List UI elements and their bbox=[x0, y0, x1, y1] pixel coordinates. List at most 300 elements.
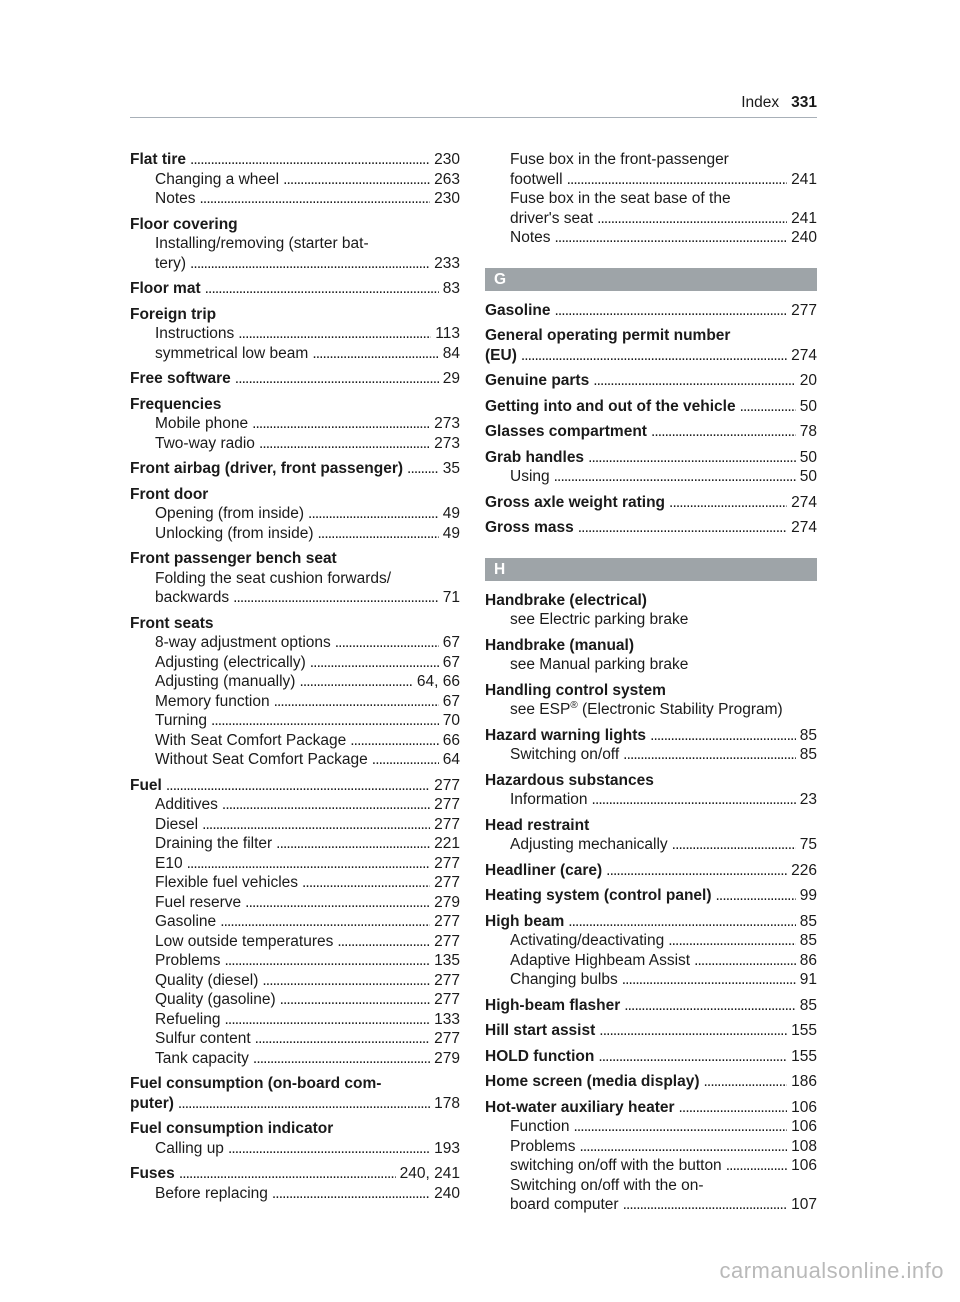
term-text: Frequencies bbox=[130, 395, 222, 413]
dot-leader bbox=[579, 1137, 787, 1157]
dot-leader bbox=[350, 731, 439, 751]
index-term bbox=[485, 371, 817, 391]
term-text: Quality (diesel) bbox=[155, 971, 259, 989]
term-text: Without Seat Comfort Package bbox=[155, 751, 368, 768]
dot-leader bbox=[299, 672, 412, 692]
page-ref: 155 bbox=[791, 1047, 817, 1065]
index-term bbox=[485, 346, 817, 366]
index-subterm bbox=[130, 254, 460, 274]
header-label: Index bbox=[741, 94, 780, 111]
section-h-entries bbox=[485, 591, 817, 1215]
term-text: Genuine parts bbox=[485, 372, 590, 389]
index-subterm bbox=[130, 873, 460, 893]
index-term bbox=[485, 448, 817, 468]
term-text: Installing/removing (starter bat- bbox=[155, 235, 369, 252]
term-text: Front passenger bench seat bbox=[130, 550, 337, 567]
index-entry bbox=[485, 1098, 817, 1215]
index-term bbox=[485, 1021, 817, 1041]
section-header-h: H bbox=[485, 558, 817, 581]
dot-leader bbox=[554, 301, 787, 321]
page-ref: 135 bbox=[434, 952, 460, 969]
index-term bbox=[485, 591, 817, 611]
index-entry bbox=[485, 886, 817, 906]
dot-leader bbox=[312, 344, 438, 364]
term-text: Flat tire bbox=[130, 151, 186, 168]
index-entry bbox=[130, 369, 460, 389]
page-ref: 49 bbox=[442, 524, 460, 542]
dot-leader bbox=[255, 1029, 430, 1049]
term-text: With Seat Comfort Package bbox=[155, 731, 347, 749]
index-entry bbox=[485, 448, 817, 487]
index-entry bbox=[485, 771, 817, 810]
dot-leader bbox=[222, 795, 430, 815]
page-ref: 107 bbox=[791, 1196, 817, 1213]
page-ref: 75 bbox=[799, 836, 817, 853]
dot-leader bbox=[372, 750, 439, 770]
term-text: Headliner (care) bbox=[485, 861, 603, 879]
index-entry bbox=[485, 816, 817, 855]
index-entry bbox=[485, 996, 817, 1016]
term-text: Floor covering bbox=[130, 215, 238, 233]
index-subterm bbox=[485, 970, 817, 990]
page-ref: 84 bbox=[442, 344, 460, 362]
term-text: Switching on/off bbox=[510, 746, 620, 763]
index-term bbox=[130, 395, 460, 415]
dot-leader bbox=[588, 448, 796, 468]
term-text: tery) bbox=[155, 254, 186, 272]
dot-leader bbox=[211, 711, 439, 731]
index-entry bbox=[485, 397, 817, 417]
dot-leader bbox=[726, 1156, 787, 1176]
page-number: 331 bbox=[791, 94, 817, 111]
index-subterm bbox=[130, 324, 460, 344]
index-subterm bbox=[130, 189, 460, 209]
index-term bbox=[485, 861, 817, 881]
term-text: Flexible fuel vehicles bbox=[155, 874, 299, 891]
page-ref: 193 bbox=[434, 1139, 460, 1157]
dot-leader bbox=[624, 996, 796, 1016]
term-text: Handbrake (manual) bbox=[485, 636, 635, 654]
index-subterm bbox=[130, 1029, 460, 1049]
index-entry bbox=[485, 150, 817, 248]
dot-leader bbox=[679, 1098, 788, 1118]
dot-leader bbox=[593, 371, 796, 391]
index-term bbox=[130, 369, 460, 389]
registered-mark: ® bbox=[570, 699, 578, 711]
index-subterm bbox=[130, 1139, 460, 1159]
term-text: Front airbag (driver, front passenger) bbox=[130, 460, 404, 477]
term-text: General operating permit number bbox=[485, 327, 731, 344]
index-entry bbox=[485, 301, 817, 321]
page-ref: 277 bbox=[434, 991, 460, 1008]
page-ref: 186 bbox=[791, 1073, 817, 1090]
term-text: Problems bbox=[510, 1137, 576, 1155]
term-text: switching on/off with the button bbox=[510, 1157, 722, 1174]
page-ref: 241 bbox=[791, 170, 817, 188]
term-text: Opening (from inside) bbox=[155, 505, 305, 522]
index-entry bbox=[485, 861, 817, 881]
page-ref: 106 bbox=[791, 1098, 817, 1116]
index-subterm bbox=[130, 1049, 460, 1069]
dot-leader bbox=[623, 745, 796, 765]
index-subterm bbox=[130, 170, 460, 190]
dot-leader bbox=[233, 588, 439, 608]
index-entry bbox=[485, 422, 817, 442]
page-ref: 71 bbox=[442, 589, 460, 606]
index-term bbox=[485, 886, 817, 906]
dot-leader bbox=[235, 369, 439, 389]
dot-leader bbox=[302, 873, 430, 893]
index-subterm bbox=[130, 569, 460, 589]
term-text: board computer bbox=[510, 1196, 619, 1213]
index-subterm bbox=[130, 795, 460, 815]
index-entry bbox=[485, 326, 817, 365]
index-term bbox=[130, 1094, 460, 1114]
index-term bbox=[485, 771, 817, 791]
index-subterm bbox=[485, 1156, 817, 1176]
index-subterm bbox=[130, 1184, 460, 1204]
page-ref: 240 bbox=[434, 1184, 460, 1202]
term-text: Front door bbox=[130, 485, 209, 503]
page-ref: 85 bbox=[799, 996, 817, 1014]
index-subterm bbox=[130, 912, 460, 932]
page-ref: 273 bbox=[434, 434, 460, 452]
dot-leader bbox=[245, 893, 430, 913]
index-entry bbox=[130, 1164, 460, 1203]
index-subterm bbox=[485, 655, 817, 675]
index-term bbox=[130, 776, 460, 796]
dot-leader bbox=[606, 861, 787, 881]
page-ref: 240, 241 bbox=[399, 1165, 460, 1182]
dot-leader bbox=[521, 346, 787, 366]
term-text: Home screen (media display) bbox=[485, 1073, 700, 1090]
term-text: puter) bbox=[130, 1094, 174, 1112]
index-term bbox=[130, 459, 460, 479]
term-text: Activating/deactivating bbox=[510, 932, 665, 949]
dot-leader bbox=[220, 912, 430, 932]
page-ref: 106 bbox=[791, 1118, 817, 1135]
term-text: Fuses bbox=[130, 1165, 175, 1182]
page-ref: 273 bbox=[434, 415, 460, 432]
dot-leader bbox=[555, 228, 788, 248]
term-text: Changing a wheel bbox=[155, 170, 280, 188]
index-entry bbox=[130, 305, 460, 364]
index-subterm bbox=[485, 189, 817, 209]
page-ref: 279 bbox=[434, 1049, 460, 1067]
dot-leader bbox=[178, 1094, 430, 1114]
index-entry bbox=[485, 493, 817, 513]
term-text: Function bbox=[510, 1118, 570, 1135]
index-term bbox=[130, 485, 460, 505]
page-ref: 155 bbox=[791, 1022, 817, 1039]
dot-leader bbox=[597, 209, 787, 229]
term-text: Calling up bbox=[155, 1139, 224, 1157]
dot-leader bbox=[224, 951, 430, 971]
term-text: Diesel bbox=[155, 815, 199, 833]
page-ref: 277 bbox=[434, 932, 460, 950]
term-text: Problems bbox=[155, 952, 221, 969]
page-ref: 113 bbox=[435, 325, 460, 342]
page-ref: 279 bbox=[434, 893, 460, 911]
index-term bbox=[130, 150, 460, 170]
dot-leader bbox=[252, 414, 430, 434]
index-entry bbox=[485, 726, 817, 765]
page-ref: 35 bbox=[442, 460, 460, 477]
dot-leader bbox=[202, 815, 430, 835]
dot-leader bbox=[272, 1184, 430, 1204]
term-text: Tank capacity bbox=[155, 1049, 249, 1067]
continued-entries bbox=[485, 150, 817, 248]
index-subterm bbox=[130, 504, 460, 524]
index-subterm bbox=[485, 931, 817, 951]
index-term bbox=[485, 1072, 817, 1092]
term-text: Changing bulbs bbox=[510, 971, 618, 988]
term-text: Fuse box in the seat base of the bbox=[510, 190, 731, 207]
page-ref: 277 bbox=[791, 301, 817, 319]
term-text: Turning bbox=[155, 712, 207, 729]
page-ref: 106 bbox=[791, 1157, 817, 1174]
page-ref: 274 bbox=[791, 519, 817, 536]
term-text: Draining the filter bbox=[155, 835, 273, 852]
index-term bbox=[485, 726, 817, 746]
index-subterm bbox=[485, 228, 817, 248]
term-text: driver's seat bbox=[510, 209, 594, 227]
index-column-right bbox=[485, 150, 817, 1221]
dot-leader bbox=[283, 170, 430, 190]
page-ref: 64, 66 bbox=[416, 673, 460, 690]
dot-leader bbox=[704, 1072, 788, 1092]
index-subterm bbox=[130, 971, 460, 991]
term-text: Heating system (control panel) bbox=[485, 887, 712, 904]
term-text: Fuel consumption indicator bbox=[130, 1120, 334, 1137]
index-subterm bbox=[485, 170, 817, 190]
page-ref: 241 bbox=[791, 209, 817, 227]
term-text: Glasses compartment bbox=[485, 423, 647, 440]
section-header-g: G bbox=[485, 268, 817, 291]
term-text: High-beam flasher bbox=[485, 996, 621, 1014]
page-ref: 230 bbox=[434, 190, 460, 207]
dot-leader bbox=[190, 254, 430, 274]
page-ref: 67 bbox=[442, 692, 460, 710]
index-entry bbox=[485, 518, 817, 538]
page-ref: 240 bbox=[791, 229, 817, 246]
page-ref: 99 bbox=[799, 887, 817, 904]
page-ref: 20 bbox=[799, 372, 817, 389]
index-entry bbox=[130, 459, 460, 479]
term-text: Folding the seat cushion forwards/ bbox=[155, 569, 392, 587]
dot-leader bbox=[578, 518, 787, 538]
page-ref: 23 bbox=[799, 791, 817, 808]
index-term bbox=[130, 549, 460, 569]
dot-leader bbox=[318, 524, 439, 544]
term-text: Free software bbox=[130, 370, 231, 387]
dot-leader bbox=[592, 790, 796, 810]
term-text: Hot-water auxiliary heater bbox=[485, 1098, 675, 1116]
page-ref: 50 bbox=[799, 448, 817, 466]
term-text: High beam bbox=[485, 912, 565, 930]
page-ref: 85 bbox=[799, 726, 817, 744]
index-term bbox=[485, 422, 817, 442]
term-text: see Electric parking brake bbox=[510, 611, 689, 628]
dot-leader bbox=[308, 504, 439, 524]
index-subterm bbox=[130, 854, 460, 874]
term-text: Gross axle weight rating bbox=[485, 493, 666, 511]
index-subterm bbox=[130, 815, 460, 835]
page-ref: 230 bbox=[434, 151, 460, 168]
term-text: Mobile phone bbox=[155, 415, 249, 432]
dot-leader bbox=[190, 150, 430, 170]
index-subterm bbox=[130, 932, 460, 952]
dot-leader bbox=[238, 324, 431, 344]
dot-leader bbox=[225, 1010, 431, 1030]
index-entry bbox=[485, 681, 817, 720]
term-text: Switching on/off with the on- bbox=[510, 1176, 704, 1194]
page-ref: 233 bbox=[434, 254, 460, 272]
term-text: Notes bbox=[155, 190, 196, 207]
index-entry bbox=[130, 1119, 460, 1158]
index-subterm bbox=[130, 653, 460, 673]
term-text: Front seats bbox=[130, 614, 214, 632]
index-entry bbox=[130, 614, 460, 770]
index-subterm bbox=[485, 209, 817, 229]
index-entry bbox=[485, 1047, 817, 1067]
term-text: Notes bbox=[510, 229, 551, 246]
page-ref: 85 bbox=[799, 932, 817, 949]
page-ref: 277 bbox=[434, 776, 460, 794]
index-term bbox=[130, 614, 460, 634]
index-subterm bbox=[485, 1137, 817, 1157]
page-ref: 86 bbox=[799, 951, 817, 969]
term-text: Fuel reserve bbox=[155, 893, 242, 911]
dot-leader bbox=[573, 1117, 787, 1137]
page-ref: 50 bbox=[799, 397, 817, 415]
term-text: (EU) bbox=[485, 346, 517, 364]
term-text: Head restraint bbox=[485, 816, 590, 834]
index-subterm bbox=[130, 414, 460, 434]
term-text: 8-way adjustment options bbox=[155, 634, 331, 651]
term-text: Adjusting mechanically bbox=[510, 836, 668, 853]
term-text: Sulfur content bbox=[155, 1030, 251, 1047]
dot-leader bbox=[694, 951, 796, 971]
index-subterm bbox=[130, 633, 460, 653]
index-subterm bbox=[485, 700, 817, 720]
index-entry bbox=[130, 395, 460, 454]
term-text: Hill start assist bbox=[485, 1022, 596, 1039]
page-ref: 178 bbox=[434, 1094, 460, 1112]
dot-leader bbox=[599, 1021, 787, 1041]
dot-leader bbox=[166, 776, 430, 796]
index-subterm bbox=[130, 711, 460, 731]
index-term bbox=[130, 305, 460, 325]
dot-leader bbox=[668, 931, 796, 951]
index-subterm bbox=[130, 893, 460, 913]
index-subterm bbox=[485, 467, 817, 487]
term-text: Gasoline bbox=[485, 301, 551, 319]
index-term bbox=[485, 636, 817, 656]
page-ref: 50 bbox=[799, 468, 817, 485]
page-ref: 221 bbox=[434, 835, 460, 852]
index-term bbox=[130, 279, 460, 299]
term-text: Information bbox=[510, 791, 588, 808]
dot-leader bbox=[672, 835, 796, 855]
page-ref: 226 bbox=[791, 861, 817, 879]
dot-leader bbox=[669, 493, 787, 513]
index-column-left bbox=[130, 150, 460, 1209]
index-entry bbox=[485, 371, 817, 391]
page-ref: 108 bbox=[791, 1137, 817, 1155]
index-term bbox=[485, 301, 817, 321]
page-ref: 263 bbox=[434, 170, 460, 188]
index-term bbox=[485, 518, 817, 538]
page-ref: 78 bbox=[799, 423, 817, 440]
dot-leader bbox=[253, 1049, 430, 1069]
page-ref: 66 bbox=[442, 731, 460, 749]
index-subterm bbox=[130, 434, 460, 454]
index-subterm bbox=[130, 1010, 460, 1030]
index-entry bbox=[130, 150, 460, 209]
dot-leader bbox=[568, 912, 796, 932]
term-text: Using bbox=[510, 468, 550, 485]
index-subterm bbox=[130, 524, 460, 544]
index-subterm bbox=[485, 1195, 817, 1215]
dot-leader bbox=[567, 170, 788, 190]
index-subterm bbox=[485, 1176, 817, 1196]
dot-leader bbox=[407, 459, 439, 479]
dot-leader bbox=[228, 1139, 430, 1159]
page-ref: 274 bbox=[791, 346, 817, 364]
dot-leader bbox=[276, 834, 430, 854]
term-text: Adaptive Highbeam Assist bbox=[510, 951, 691, 969]
term-text: Handbrake (electrical) bbox=[485, 591, 647, 609]
index-subterm bbox=[485, 150, 817, 170]
index-entry bbox=[130, 776, 460, 1069]
term-text: see ESP bbox=[510, 701, 571, 718]
term-text: Unlocking (from inside) bbox=[155, 524, 314, 542]
page-ref: 277 bbox=[434, 874, 460, 891]
index-term bbox=[485, 1098, 817, 1118]
index-term bbox=[485, 996, 817, 1016]
term-text: footwell bbox=[510, 170, 563, 188]
term-text: symmetrical low beam bbox=[155, 344, 309, 362]
term-text: Floor mat bbox=[130, 280, 201, 297]
page-ref: 29 bbox=[442, 370, 460, 387]
index-subterm bbox=[485, 745, 817, 765]
index-subterm bbox=[130, 344, 460, 364]
index-subterm bbox=[130, 834, 460, 854]
dot-leader bbox=[651, 422, 796, 442]
index-term bbox=[485, 326, 817, 346]
term-text: Before replacing bbox=[155, 1184, 268, 1202]
page-ref: 91 bbox=[799, 971, 817, 988]
term-text: Getting into and out of the vehicle bbox=[485, 397, 736, 415]
index-subterm bbox=[130, 731, 460, 751]
index-entry bbox=[485, 591, 817, 630]
page-ref: 277 bbox=[434, 1030, 460, 1047]
term-text: Additives bbox=[155, 796, 218, 813]
term-text: Adjusting (manually) bbox=[155, 673, 296, 690]
dot-leader bbox=[310, 653, 439, 673]
index-subterm bbox=[485, 951, 817, 971]
index-term bbox=[485, 912, 817, 932]
dot-leader bbox=[598, 1047, 787, 1067]
term-text: Handling control system bbox=[485, 681, 666, 699]
term-text: see Manual parking brake bbox=[510, 656, 689, 673]
section-g-entries bbox=[485, 301, 817, 538]
dot-leader bbox=[274, 692, 439, 712]
page-ref: 277 bbox=[434, 913, 460, 930]
dot-leader bbox=[262, 971, 430, 991]
term-text: Quality (gasoline) bbox=[155, 991, 276, 1008]
